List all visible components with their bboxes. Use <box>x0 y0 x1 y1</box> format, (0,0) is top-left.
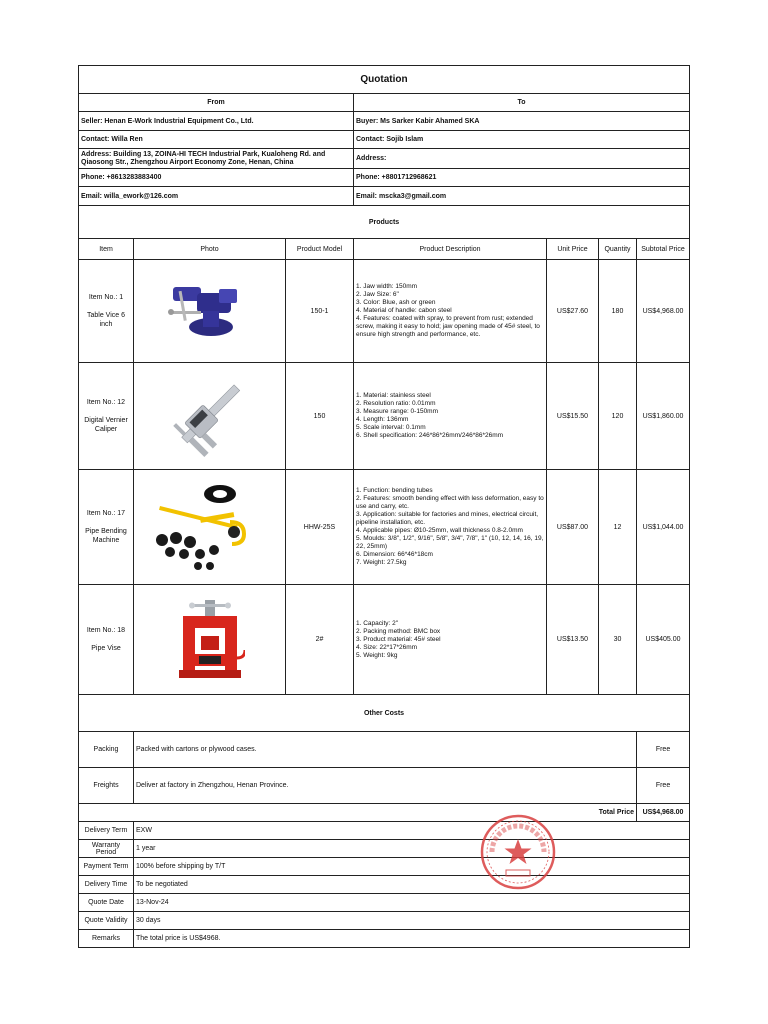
product-photo <box>134 470 286 585</box>
total-price-value: US$4,968.00 <box>637 804 690 822</box>
unit-price: US$15.50 <box>547 363 599 470</box>
product-description <box>354 585 547 695</box>
term-row <box>79 840 690 858</box>
description-line: 3. Product material: 45# steel <box>356 635 441 643</box>
other-costs-header: Other Costs <box>79 695 690 732</box>
total-price-label: Total Price <box>79 804 637 822</box>
column-header: Item <box>79 239 134 260</box>
other-cost-label: Packing <box>79 732 134 768</box>
seller-address: Address: Building 13, ZOINA-HI TECH Industrial Park, Kualoheng Rd. and Qiaosong Str., Zhengzhou Airport Economy Zone, Henan, China <box>79 149 354 169</box>
description-line: 4. Applicable pipes: Ø10-25mm, wall thickness 0.8-2.0mm <box>356 527 523 534</box>
term-value: 13-Nov-24 <box>134 894 690 912</box>
product-model: 2# <box>286 585 354 695</box>
seller-phone: Phone: +8613283883400 <box>79 169 354 187</box>
item-cell <box>79 470 134 585</box>
description-line: 2. Features: smooth bending effect with less deformation, easy to use and carry, etc. <box>356 495 544 510</box>
description-line: 4. Material of handle: cabon steel <box>356 307 452 314</box>
column-header: Unit Price <box>547 239 599 260</box>
item-cell <box>79 260 134 363</box>
item-number: Item No.: 18 <box>86 627 126 634</box>
other-cost-text: Packed with cartons or plywood cases. <box>134 732 637 768</box>
description-line: 6. Dimension: 66*46*18cm <box>356 551 433 558</box>
description-line: 4. Features: coated with spray, to prevent from rust; extended screw, making it easy to hold; jaw opening made of 45# steel, to ensure high strength and performance, etc. <box>356 315 540 338</box>
other-cost-value: Free <box>637 768 690 804</box>
column-header: Product Description <box>354 239 547 260</box>
description-line: 2. Jaw Size: 6" <box>356 291 399 298</box>
product-row <box>79 585 690 695</box>
term-label: Quote Date <box>79 894 134 912</box>
term-value: To be negotiated <box>134 876 690 894</box>
document-title: Quotation <box>79 66 690 94</box>
quotation-table <box>78 65 690 948</box>
quantity: 30 <box>599 585 637 695</box>
term-label: Quote Validity <box>79 912 134 930</box>
subtotal-price: US$405.00 <box>637 585 690 695</box>
other-cost-label: Freights <box>79 768 134 804</box>
quantity: 12 <box>599 470 637 585</box>
description-line: 6. Shell specification: 246*86*26mm/246*86*26mm <box>356 432 504 439</box>
item-name: Table Vice 6 inch <box>86 312 125 328</box>
other-cost-row <box>79 732 690 768</box>
term-value: 1 year <box>134 840 690 858</box>
term-value: 100% before shipping by T/T <box>134 858 690 876</box>
term-label: Payment Term <box>79 858 134 876</box>
description-line: 3. Measure range: 0-150mm <box>356 408 439 415</box>
term-label: Warranty Period <box>79 840 134 858</box>
unit-price: US$87.00 <box>547 470 599 585</box>
other-cost-row <box>79 768 690 804</box>
item-number: Item No.: 1 <box>88 294 124 301</box>
to-header: To <box>354 94 690 112</box>
caliper-icon <box>167 373 253 459</box>
column-header: Quantity <box>599 239 637 260</box>
description-line: 5. Moulds: 3/8", 1/2", 9/16", 5/8", 3/4", 7/8", 1" (10, 12, 14, 16, 19, 22, 25mm) <box>356 535 544 550</box>
term-row <box>79 894 690 912</box>
other-cost-text: Deliver at factory in Zhengzhou, Henan Province. <box>134 768 637 804</box>
quantity: 180 <box>599 260 637 363</box>
buyer-phone: Phone: +8801712968621 <box>354 169 690 187</box>
buyer-name: Buyer: Ms Sarker Kabir Ahamed SKA <box>354 112 690 131</box>
subtotal-price: US$1,860.00 <box>637 363 690 470</box>
term-row <box>79 858 690 876</box>
subtotal-price: US$4,968.00 <box>637 260 690 363</box>
buyer-email: Email: mscka3@gmail.com <box>354 187 690 206</box>
buyer-address: Address: <box>354 149 690 169</box>
other-cost-value: Free <box>637 732 690 768</box>
term-value: 30 days <box>134 912 690 930</box>
product-photo <box>134 363 286 470</box>
product-photo <box>134 260 286 363</box>
unit-price: US$27.60 <box>547 260 599 363</box>
product-row <box>79 470 690 585</box>
description-line: 4. Size: 22*17*26mm <box>356 643 418 651</box>
description-line: 1. Function: bending tubes <box>356 487 433 494</box>
item-cell <box>79 363 134 470</box>
description-line: 3. Color: Blue, ash or green <box>356 299 436 306</box>
from-header: From <box>79 94 354 112</box>
description-line: 7. Weight: 27.5kg <box>356 559 407 566</box>
column-header: Subtotal Price <box>637 239 690 260</box>
product-row <box>79 363 690 470</box>
pipe-vise-icon <box>175 598 245 682</box>
term-row <box>79 876 690 894</box>
subtotal-price: US$1,044.00 <box>637 470 690 585</box>
column-header: Photo <box>134 239 286 260</box>
term-row <box>79 912 690 930</box>
description-line: 4. Length: 136mm <box>356 416 409 423</box>
description-line: 2. Resolution ratio: 0.01mm <box>356 400 436 407</box>
product-photo <box>134 585 286 695</box>
unit-price: US$13.50 <box>547 585 599 695</box>
description-line: 2. Packing method: BMC box <box>356 627 441 635</box>
products-header: Products <box>79 206 690 239</box>
item-name: Pipe Bending Machine <box>85 528 127 544</box>
pipe-bender-icon <box>150 482 270 572</box>
company-seal <box>478 812 558 892</box>
product-description <box>354 470 547 585</box>
seller-contact: Contact: Willa Ren <box>79 131 354 149</box>
product-model: HHW-25S <box>286 470 354 585</box>
item-name: Pipe Vise <box>91 645 121 652</box>
product-row <box>79 260 690 363</box>
term-label: Delivery Term <box>79 822 134 840</box>
product-description <box>354 363 547 470</box>
term-row <box>79 822 690 840</box>
bench-vise-icon <box>167 275 253 347</box>
description-line: 1. Capacity: 2" <box>356 619 399 627</box>
column-header: Product Model <box>286 239 354 260</box>
item-name: Digital Vernier Caliper <box>84 417 128 433</box>
description-line: 5. Scale interval: 0.1mm <box>356 424 426 431</box>
quantity: 120 <box>599 363 637 470</box>
item-cell <box>79 585 134 695</box>
seller-email: Email: willa_ework@126.com <box>79 187 354 206</box>
description-line: 3. Application: suitable for factories and mines, electrical circuit, pipeline installation, etc. <box>356 511 539 526</box>
product-model: 150 <box>286 363 354 470</box>
term-label: Remarks <box>79 930 134 948</box>
buyer-contact: Contact: Sojib Islam <box>354 131 690 149</box>
description-line: 1. Jaw width: 150mm <box>356 283 418 290</box>
product-description <box>354 260 547 363</box>
description-line: 5. Weight: 9kg <box>356 651 398 659</box>
description-line: 1. Material: stainless steel <box>356 392 431 399</box>
term-label: Delivery Time <box>79 876 134 894</box>
item-number: Item No.: 12 <box>86 399 126 406</box>
item-number: Item No.: 17 <box>86 510 126 517</box>
product-model: 150-1 <box>286 260 354 363</box>
term-value: The total price is US$4968. <box>134 930 690 948</box>
term-row <box>79 930 690 948</box>
seller-name: Seller: Henan E-Work Industrial Equipment Co., Ltd. <box>79 112 354 131</box>
term-value: EXW <box>134 822 690 840</box>
